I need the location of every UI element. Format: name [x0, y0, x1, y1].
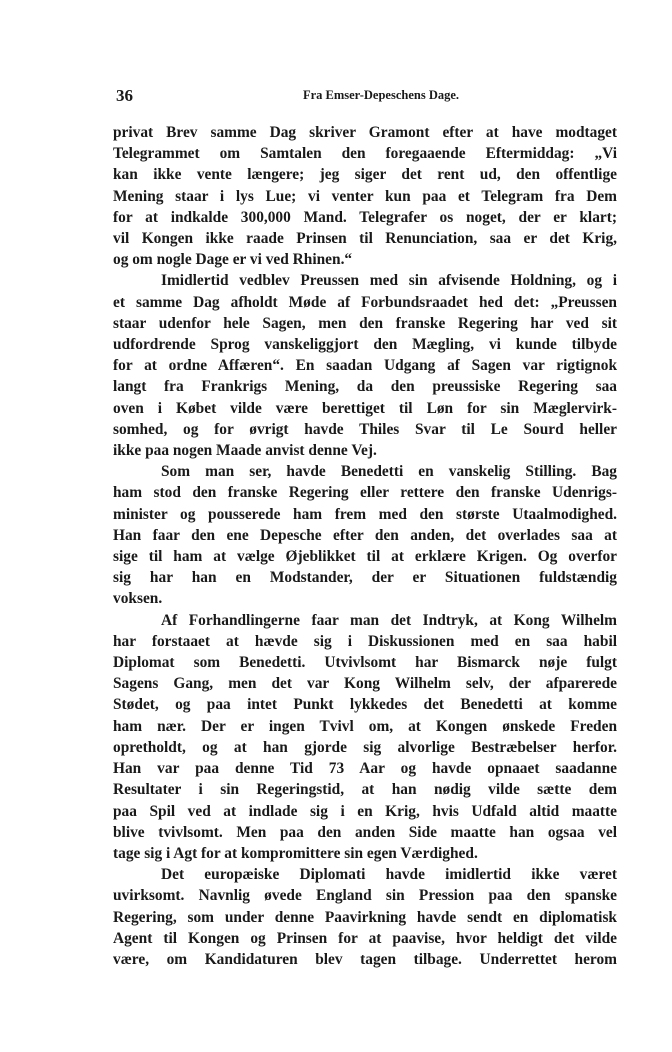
- text-line: sig har han en Modstander, der er Situationen fuldstændig: [113, 569, 617, 587]
- text-line: Han var paa denne Tid 73 Aar og havde opnaaet saadanne: [113, 760, 617, 778]
- text-line: oven i Købet vilde være berettiget til Løn for sin Mæglervirk-: [113, 399, 617, 417]
- running-title: Fra Emser-Depeschens Dage.: [302, 88, 460, 102]
- text-line: være, om Kandidaturen blev tagen tilbage. Underrettet herom: [113, 950, 617, 968]
- paragraph: [113, 864, 617, 970]
- text-line: for at ordne Affæren“. En saadan Udgang af Sagen var rigtignok: [113, 357, 617, 375]
- text-line: Imidlertid vedblev Preussen med sin afvisende Holdning, og i: [161, 272, 617, 290]
- text-line: minister og pousserede ham frem med den største Utaalmodighed.: [113, 505, 617, 523]
- text-line: Mening staar i lys Lue; vi venter kun paa et Telegram fra Dem: [113, 187, 617, 205]
- text-line: Diplomat som Benedetti. Utvivlsomt har Bismarck nøje fulgt: [113, 654, 617, 672]
- text-line: staar udenfor hele Sagen, men den franske Regering har ved sit: [113, 314, 617, 332]
- text-line: Resultater i sin Regeringstid, at han nødig vilde sætte dem: [113, 781, 617, 799]
- text-line: Han faar den ene Depesche efter den anden, det overlades saa at: [113, 526, 617, 544]
- text-line: opretholdt, og at han gjorde sig alvorlige Bestræbelser herfor.: [113, 738, 617, 756]
- text-line: uvirksomt. Navnlig øvede England sin Pression paa den spanske: [113, 887, 617, 905]
- text-line: langt fra Frankrigs Mening, da den preussiske Regering saa: [113, 378, 617, 396]
- text-line: paa Spil ved at indlade sig i en Krig, hvis Udfald altid maatte: [113, 802, 617, 820]
- text-line: kan ikke vente længere; jeg siger det rent ud, den offentlige: [113, 166, 617, 184]
- text-line: for at indkalde 300,000 Mand. Telegrafer os noget, der er klart;: [113, 208, 617, 226]
- text-line: Sagens Gang, men det var Kong Wilhelm selv, der afparerede: [113, 675, 617, 693]
- text-line: ham stod den franske Regering eller rettere den franske Udenrigs-: [113, 484, 617, 502]
- text-line: ikke paa nogen Maade anvist denne Vej.: [113, 442, 377, 460]
- text-line: Af Forhandlingerne faar man det Indtryk, at Kong Wilhelm: [161, 611, 617, 629]
- text-line: Det europæiske Diplomati havde imidlertid ikke været: [161, 866, 617, 884]
- text-line: ham nær. Der er ingen Tvivl om, at Kongen ønskede Freden: [113, 717, 617, 735]
- text-line: privat Brev samme Dag skriver Gramont efter at have modtaget: [113, 124, 617, 141]
- paragraph: [113, 122, 617, 270]
- text-line: udfordrende Sprog vanskeliggjort den Mægling, vi kunde tilbyde: [113, 336, 617, 354]
- page-number: 36: [116, 86, 133, 105]
- text-line: tage sig i Agt for at kompromittere sin egen Værdighed.: [113, 844, 478, 862]
- text-line: Som man ser, havde Benedetti en vanskelig Stilling. Bag: [161, 463, 617, 481]
- text-line: vil Kongen ikke raade Prinsen til Renunciation, saa er det Krig,: [113, 230, 617, 248]
- text-line: blive tvivlsomt. Men paa den anden Side maatte han ogsaa vel: [113, 823, 617, 841]
- text-line: Stødet, og paa intet Punkt lykkedes det Benedetti at komme: [113, 696, 617, 714]
- body-text: [113, 122, 617, 970]
- text-line: somhed, og for øvrigt havde Thiles Svar til Le Sourd heller: [113, 420, 617, 438]
- text-line: Telegrammet om Samtalen den foregaaende Eftermiddag: „Vi: [113, 145, 617, 163]
- text-line: Regering, som under denne Paavirkning havde sendt en diplomatisk: [113, 908, 617, 926]
- text-line: voksen.: [113, 590, 163, 608]
- text-line: et samme Dag afholdt Møde af Forbundsraadet hed det: „Preussen: [113, 293, 617, 311]
- text-line: sige til ham at vælge Øjeblikket til at erklære Krigen. Og overfor: [113, 548, 617, 566]
- page-header: [116, 86, 616, 106]
- paragraph: [113, 461, 617, 609]
- text-line: har forstaaet at hævde sig i Diskussionen med en saa habil: [113, 632, 617, 650]
- text-line: og om nogle Dage er vi ved Rhinen.“: [113, 251, 353, 269]
- paragraph: [113, 610, 617, 864]
- paragraph: [113, 270, 617, 461]
- text-line: Agent til Kongen og Prinsen for at paavise, hvor heldigt det vilde: [113, 929, 617, 947]
